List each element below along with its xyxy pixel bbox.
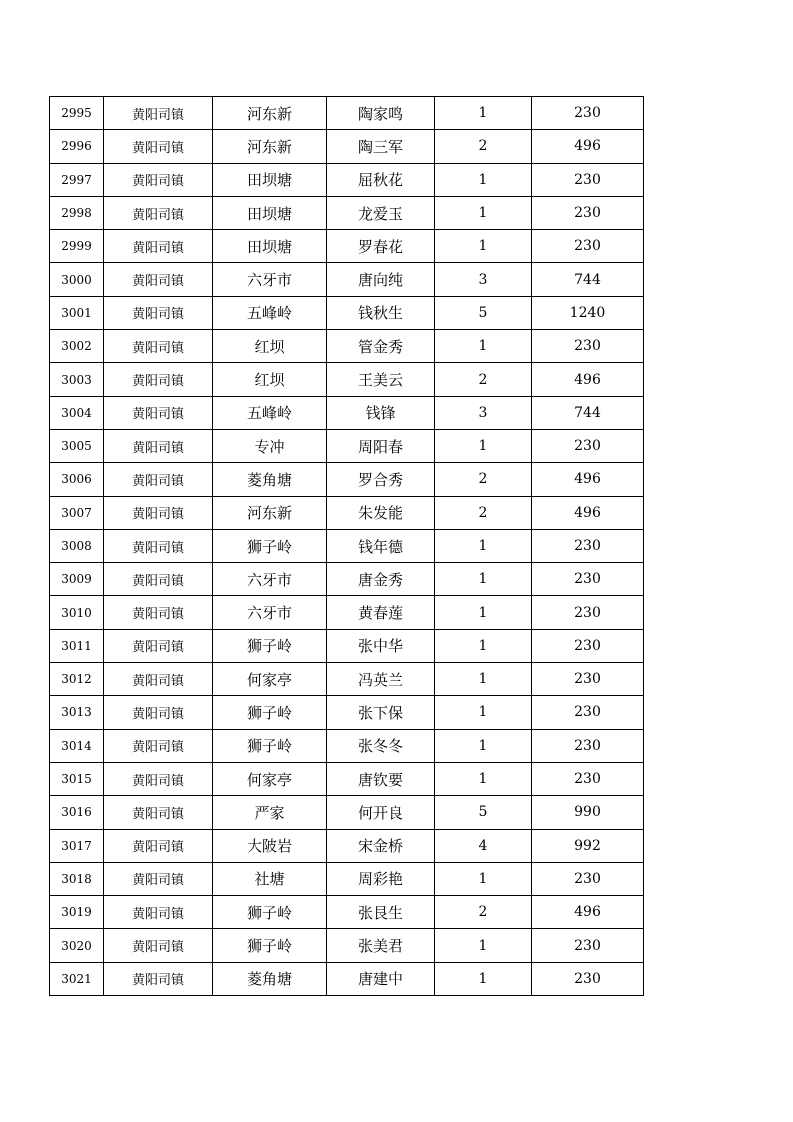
name-cell: 唐向纯 — [327, 263, 435, 296]
row-number: 2995 — [50, 97, 104, 130]
village-cell: 狮子岭 — [213, 529, 327, 562]
amount-cell: 992 — [532, 829, 644, 862]
table-row — [50, 263, 644, 296]
town-cell: 黄阳司镇 — [104, 496, 213, 529]
row-number: 2999 — [50, 230, 104, 263]
name-cell: 钱锋 — [327, 396, 435, 429]
row-number: 3019 — [50, 896, 104, 929]
row-number: 3015 — [50, 762, 104, 795]
count-cell: 1 — [435, 196, 532, 229]
town-cell: 黄阳司镇 — [104, 429, 213, 462]
village-cell: 狮子岭 — [213, 729, 327, 762]
table-row — [50, 496, 644, 529]
name-cell: 周阳春 — [327, 429, 435, 462]
row-number: 2998 — [50, 196, 104, 229]
count-cell: 2 — [435, 463, 532, 496]
table-row — [50, 663, 644, 696]
name-cell: 罗合秀 — [327, 463, 435, 496]
village-cell: 河东新 — [213, 130, 327, 163]
amount-cell: 496 — [532, 463, 644, 496]
row-number: 3007 — [50, 496, 104, 529]
count-cell: 2 — [435, 896, 532, 929]
count-cell: 1 — [435, 163, 532, 196]
amount-cell: 230 — [532, 862, 644, 895]
name-cell: 何开良 — [327, 796, 435, 829]
village-cell: 田坝塘 — [213, 196, 327, 229]
count-cell: 1 — [435, 563, 532, 596]
name-cell: 罗春花 — [327, 230, 435, 263]
amount-cell: 496 — [532, 363, 644, 396]
amount-cell: 230 — [532, 629, 644, 662]
name-cell: 唐钦要 — [327, 762, 435, 795]
count-cell: 1 — [435, 529, 532, 562]
count-cell: 1 — [435, 330, 532, 363]
table-row — [50, 962, 644, 995]
village-cell: 狮子岭 — [213, 696, 327, 729]
name-cell: 宋金桥 — [327, 829, 435, 862]
row-number: 3003 — [50, 363, 104, 396]
count-cell: 1 — [435, 696, 532, 729]
village-cell: 专冲 — [213, 429, 327, 462]
village-cell: 何家亭 — [213, 663, 327, 696]
amount-cell: 230 — [532, 929, 644, 962]
name-cell: 周彩艳 — [327, 862, 435, 895]
village-cell: 红坝 — [213, 330, 327, 363]
count-cell: 1 — [435, 596, 532, 629]
town-cell: 黄阳司镇 — [104, 962, 213, 995]
name-cell: 黄春莲 — [327, 596, 435, 629]
town-cell: 黄阳司镇 — [104, 729, 213, 762]
count-cell: 2 — [435, 130, 532, 163]
amount-cell: 496 — [532, 896, 644, 929]
table-row — [50, 629, 644, 662]
row-number: 2997 — [50, 163, 104, 196]
table-row — [50, 729, 644, 762]
table-row — [50, 762, 644, 795]
village-cell: 狮子岭 — [213, 896, 327, 929]
village-cell: 社塘 — [213, 862, 327, 895]
town-cell: 黄阳司镇 — [104, 629, 213, 662]
village-cell: 菱角塘 — [213, 463, 327, 496]
table-row — [50, 463, 644, 496]
row-number: 3001 — [50, 296, 104, 329]
village-cell: 红坝 — [213, 363, 327, 396]
table-row — [50, 596, 644, 629]
table-row — [50, 796, 644, 829]
name-cell: 张中华 — [327, 629, 435, 662]
table-row — [50, 829, 644, 862]
amount-cell: 496 — [532, 130, 644, 163]
name-cell: 朱发能 — [327, 496, 435, 529]
row-number: 3020 — [50, 929, 104, 962]
table-row — [50, 429, 644, 462]
town-cell: 黄阳司镇 — [104, 896, 213, 929]
town-cell: 黄阳司镇 — [104, 529, 213, 562]
table-row — [50, 896, 644, 929]
count-cell: 1 — [435, 629, 532, 662]
town-cell: 黄阳司镇 — [104, 762, 213, 795]
town-cell: 黄阳司镇 — [104, 196, 213, 229]
table-row — [50, 929, 644, 962]
village-cell: 田坝塘 — [213, 163, 327, 196]
amount-cell: 230 — [532, 596, 644, 629]
amount-cell: 230 — [532, 696, 644, 729]
town-cell: 黄阳司镇 — [104, 363, 213, 396]
table-row — [50, 163, 644, 196]
name-cell: 唐建中 — [327, 962, 435, 995]
row-number: 3017 — [50, 829, 104, 862]
row-number: 3006 — [50, 463, 104, 496]
count-cell: 1 — [435, 230, 532, 263]
village-cell: 五峰岭 — [213, 396, 327, 429]
table-row — [50, 196, 644, 229]
village-cell: 田坝塘 — [213, 230, 327, 263]
amount-cell: 230 — [532, 529, 644, 562]
town-cell: 黄阳司镇 — [104, 796, 213, 829]
table-row — [50, 97, 644, 130]
village-cell: 五峰岭 — [213, 296, 327, 329]
count-cell: 2 — [435, 496, 532, 529]
row-number: 3021 — [50, 962, 104, 995]
amount-cell: 230 — [532, 163, 644, 196]
amount-cell: 744 — [532, 263, 644, 296]
town-cell: 黄阳司镇 — [104, 563, 213, 596]
town-cell: 黄阳司镇 — [104, 929, 213, 962]
table-row — [50, 130, 644, 163]
amount-cell: 744 — [532, 396, 644, 429]
row-number: 3018 — [50, 862, 104, 895]
count-cell: 5 — [435, 796, 532, 829]
village-cell: 六牙市 — [213, 596, 327, 629]
town-cell: 黄阳司镇 — [104, 130, 213, 163]
town-cell: 黄阳司镇 — [104, 296, 213, 329]
town-cell: 黄阳司镇 — [104, 696, 213, 729]
count-cell: 3 — [435, 263, 532, 296]
table-row — [50, 696, 644, 729]
row-number: 3016 — [50, 796, 104, 829]
town-cell: 黄阳司镇 — [104, 97, 213, 130]
village-cell: 河东新 — [213, 496, 327, 529]
count-cell: 1 — [435, 929, 532, 962]
name-cell: 张美君 — [327, 929, 435, 962]
town-cell: 黄阳司镇 — [104, 596, 213, 629]
count-cell: 2 — [435, 363, 532, 396]
name-cell: 王美云 — [327, 363, 435, 396]
amount-cell: 230 — [532, 330, 644, 363]
count-cell: 1 — [435, 663, 532, 696]
town-cell: 黄阳司镇 — [104, 396, 213, 429]
count-cell: 3 — [435, 396, 532, 429]
name-cell: 唐金秀 — [327, 563, 435, 596]
village-cell: 大陂岩 — [213, 829, 327, 862]
name-cell: 陶三军 — [327, 130, 435, 163]
row-number: 3008 — [50, 529, 104, 562]
row-number: 3000 — [50, 263, 104, 296]
table-row — [50, 230, 644, 263]
row-number: 2996 — [50, 130, 104, 163]
name-cell: 张冬冬 — [327, 729, 435, 762]
row-number: 3005 — [50, 429, 104, 462]
count-cell: 1 — [435, 862, 532, 895]
row-number: 3011 — [50, 629, 104, 662]
count-cell: 1 — [435, 429, 532, 462]
village-cell: 何家亭 — [213, 762, 327, 795]
table-body — [50, 97, 644, 996]
table-row — [50, 563, 644, 596]
amount-cell: 230 — [532, 230, 644, 263]
table-row — [50, 330, 644, 363]
row-number: 3010 — [50, 596, 104, 629]
count-cell: 1 — [435, 962, 532, 995]
row-number: 3009 — [50, 563, 104, 596]
count-cell: 4 — [435, 829, 532, 862]
row-number: 3012 — [50, 663, 104, 696]
name-cell: 张下保 — [327, 696, 435, 729]
amount-cell: 230 — [532, 762, 644, 795]
row-number: 3013 — [50, 696, 104, 729]
table-row — [50, 396, 644, 429]
amount-cell: 230 — [532, 962, 644, 995]
village-cell: 严家 — [213, 796, 327, 829]
name-cell: 钱年德 — [327, 529, 435, 562]
table-row — [50, 862, 644, 895]
village-cell: 河东新 — [213, 97, 327, 130]
name-cell: 龙爱玉 — [327, 196, 435, 229]
amount-cell: 990 — [532, 796, 644, 829]
town-cell: 黄阳司镇 — [104, 263, 213, 296]
row-number: 3014 — [50, 729, 104, 762]
name-cell: 陶家鸣 — [327, 97, 435, 130]
town-cell: 黄阳司镇 — [104, 829, 213, 862]
count-cell: 1 — [435, 97, 532, 130]
town-cell: 黄阳司镇 — [104, 463, 213, 496]
town-cell: 黄阳司镇 — [104, 163, 213, 196]
village-cell: 菱角塘 — [213, 962, 327, 995]
table-row — [50, 296, 644, 329]
town-cell: 黄阳司镇 — [104, 230, 213, 263]
amount-cell: 230 — [532, 97, 644, 130]
amount-cell: 230 — [532, 196, 644, 229]
village-cell: 六牙市 — [213, 263, 327, 296]
table-row — [50, 529, 644, 562]
amount-cell: 230 — [532, 729, 644, 762]
count-cell: 1 — [435, 762, 532, 795]
name-cell: 管金秀 — [327, 330, 435, 363]
amount-cell: 1240 — [532, 296, 644, 329]
amount-cell: 230 — [532, 563, 644, 596]
count-cell: 5 — [435, 296, 532, 329]
name-cell: 张艮生 — [327, 896, 435, 929]
name-cell: 屈秋花 — [327, 163, 435, 196]
amount-cell: 230 — [532, 663, 644, 696]
amount-cell: 496 — [532, 496, 644, 529]
village-cell: 狮子岭 — [213, 629, 327, 662]
town-cell: 黄阳司镇 — [104, 330, 213, 363]
table-row — [50, 363, 644, 396]
town-cell: 黄阳司镇 — [104, 663, 213, 696]
name-cell: 钱秋生 — [327, 296, 435, 329]
name-cell: 冯英兰 — [327, 663, 435, 696]
amount-cell: 230 — [532, 429, 644, 462]
village-cell: 六牙市 — [213, 563, 327, 596]
village-cell: 狮子岭 — [213, 929, 327, 962]
count-cell: 1 — [435, 729, 532, 762]
data-table — [49, 96, 644, 996]
row-number: 3004 — [50, 396, 104, 429]
row-number: 3002 — [50, 330, 104, 363]
town-cell: 黄阳司镇 — [104, 862, 213, 895]
